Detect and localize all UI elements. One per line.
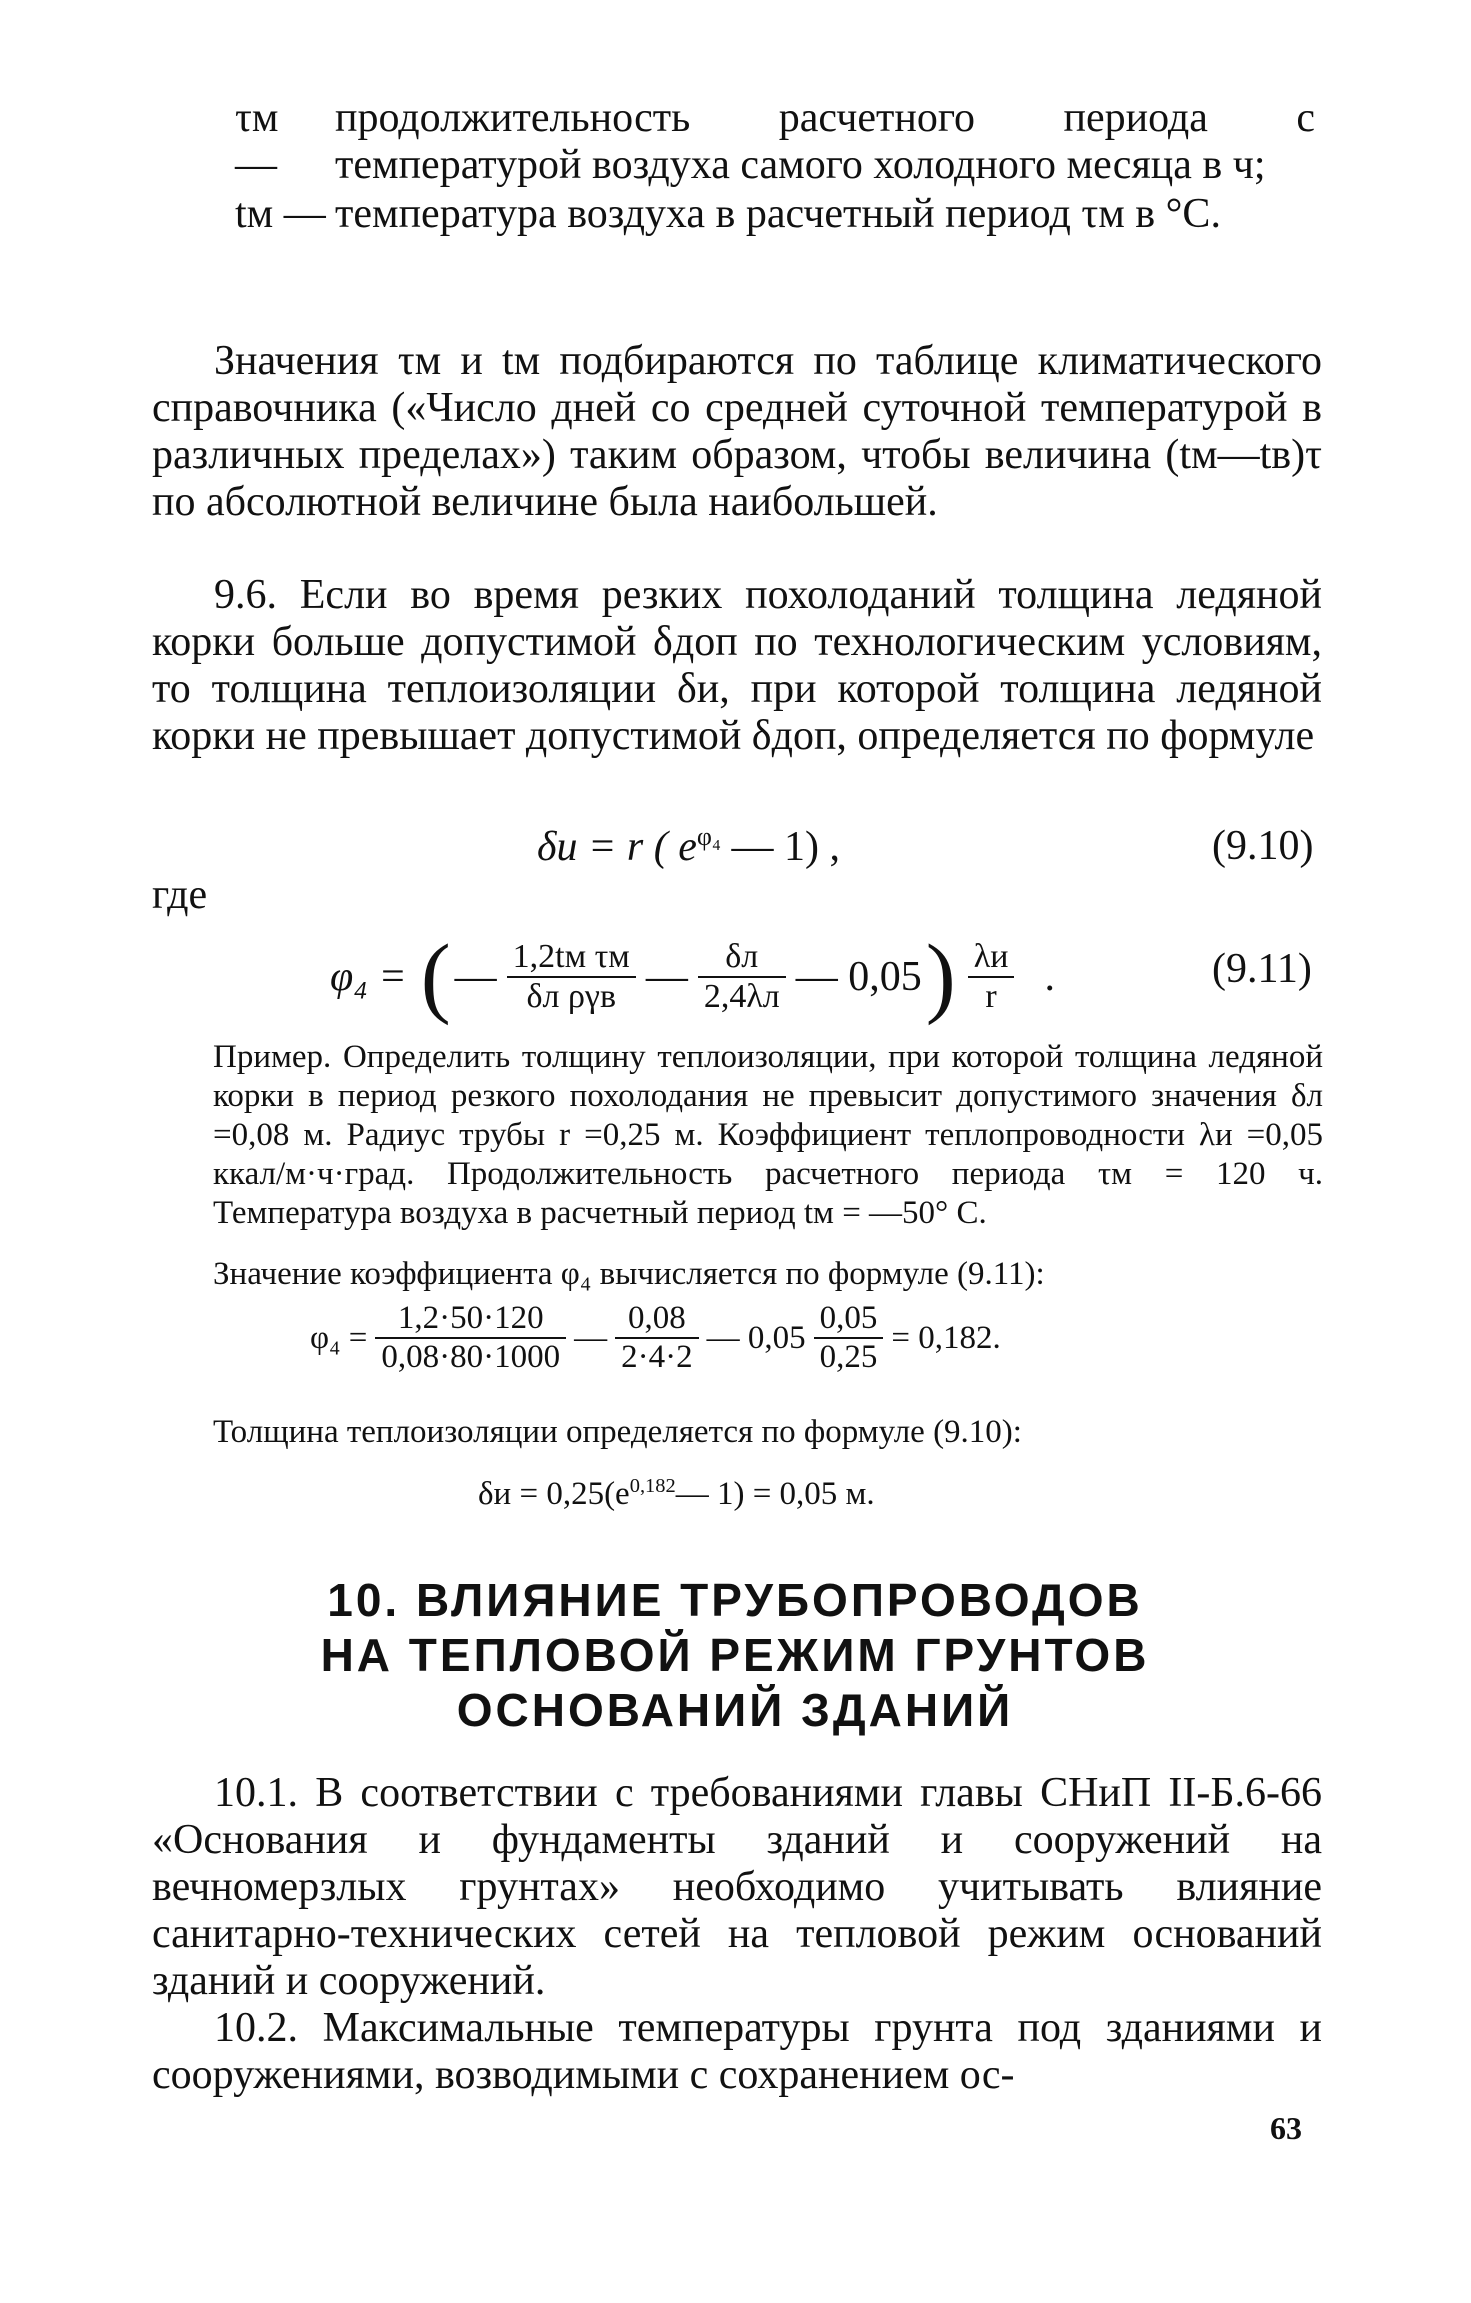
formula-tail: — 0,05 [795, 954, 922, 1000]
fraction-numerator: 1,2·50·120 [375, 1300, 566, 1339]
minus-sign: — [574, 1319, 608, 1356]
calculation-phi [310, 1300, 1001, 1376]
definition-temperature [235, 191, 1315, 238]
fraction-term-3 [968, 938, 1015, 1016]
equation-number-9-11: (9.11) [1212, 946, 1312, 992]
calc-fraction-b [615, 1300, 698, 1376]
calc-fraction-a [375, 1300, 566, 1376]
fraction-numerator: 0,05 [814, 1300, 884, 1339]
paragraph-9-6: 9.6. Если во время резких похолоданий толщина ледяной корки больше допустимой δдоп по технологическим условиям, то толщина теплоизоляции δи, при которой толщина ледяной корки не превышает допустимой δдоп, определяется по формуле [152, 572, 1322, 759]
fraction-denominator: δл ργв [526, 978, 617, 1015]
fraction-denominator: r [985, 978, 997, 1015]
formula-lhs: φ₄ = [330, 954, 407, 1000]
coefficient-intro: Значение коэффициента φ₄ вычисляется по формуле (9.11): [213, 1256, 1045, 1292]
calculation-thickness [478, 1475, 875, 1513]
example-paragraph: Пример. Определить толщину теплоизоляции, при которой толщина ледяной корки в период резкого похолодания не превысит допустимого значения δл =0,08 м. Радиус трубы r =0,25 м. Коэффициент теплопроводности λи =0,05 ккал/м·ч·град. Продолжительность расчетного периода τм = 120 ч. Температура воздуха в расчетный период tм = —50° C. [213, 1039, 1323, 1231]
heading-line: 10. ВЛИЯНИЕ ТРУБОПРОВОДОВ [327, 1574, 1143, 1626]
formula-9-11 [330, 927, 1055, 1026]
fraction-term-2 [698, 938, 786, 1016]
formula-exponent: φ₄ [696, 822, 721, 851]
paragraph-10-2: 10.2. Максимальные температуры грунта под зданиями и сооружениями, возводимыми с сохранением ос- [152, 2005, 1322, 2098]
close-paren: ) [925, 927, 956, 1026]
formula-lhs: δи = r ( e [537, 824, 697, 870]
fraction-denominator: 2·4·2 [621, 1339, 693, 1375]
calc-exponent: 0,182 [629, 1475, 676, 1497]
open-paren: ( [420, 927, 451, 1026]
calc-rhs: — 1) = 0,05 м. [675, 1476, 875, 1512]
section-heading [150, 1573, 1320, 1738]
page-number: 63 [1270, 2110, 1302, 2146]
fraction-numerator: λи [968, 938, 1015, 978]
definition-symbol: τм — [235, 95, 279, 188]
definition-text: продолжительность расчетного периода с температурой воздуха самого холодного месяца в ч; [335, 95, 1315, 188]
fraction-numerator: 1,2tм τм [507, 938, 636, 978]
minus-sign: — [645, 954, 688, 1000]
fraction-term-1 [507, 938, 636, 1016]
calc-fraction-c [814, 1300, 884, 1376]
equation-number-9-10: (9.10) [1212, 823, 1314, 869]
heading-line: НА ТЕПЛОВОЙ РЕЖИМ ГРУНТОВ [320, 1629, 1150, 1681]
calc-result: = 0,182. [891, 1319, 1001, 1356]
calc-mid: — 0,05 [706, 1319, 806, 1356]
fraction-denominator: 2,4λл [703, 978, 780, 1015]
paragraph-values: Значения τм и tм подбираются по таблице климатического справочника («Число дней со средней суточной температурой в различных пределах») таким образом, чтобы величина (tм—tв)τ по абсолютной величине была наибольшей. [152, 338, 1322, 525]
formula-rhs: — 1) , [720, 824, 840, 870]
fraction-denominator: 0,25 [819, 1339, 878, 1375]
paragraph-10-1: 10.1. В соответствии с требованиями главы СНиП II-Б.6-66 «Основания и фундаменты зданий и сооружений на вечномерзлых грунтах» необходимо учитывать влияние санитарно-технических сетей на тепловой режим оснований зданий и сооружений. [152, 1770, 1322, 2004]
where-label: где [152, 872, 208, 918]
minus-sign: — [454, 954, 497, 1000]
fraction-numerator: 0,08 [615, 1300, 698, 1339]
definition-text: температура воздуха в расчетный период τм в °C. [335, 191, 1221, 237]
definition-symbol: tм — [235, 191, 326, 237]
fraction-denominator: 0,08·80·1000 [381, 1339, 561, 1375]
formula-period: . [1044, 954, 1055, 1000]
calc-lhs: δи = 0,25(e [478, 1476, 630, 1512]
definitions-list [235, 95, 1315, 240]
definition-tau [235, 95, 1315, 189]
formula-9-10 [537, 822, 840, 871]
calc-lhs: φ₄ = [310, 1319, 368, 1356]
thickness-intro: Толщина теплоизоляции определяется по формуле (9.10): [213, 1414, 1022, 1450]
fraction-numerator: δл [698, 938, 786, 978]
heading-line: ОСНОВАНИЙ ЗДАНИЙ [456, 1684, 1014, 1736]
